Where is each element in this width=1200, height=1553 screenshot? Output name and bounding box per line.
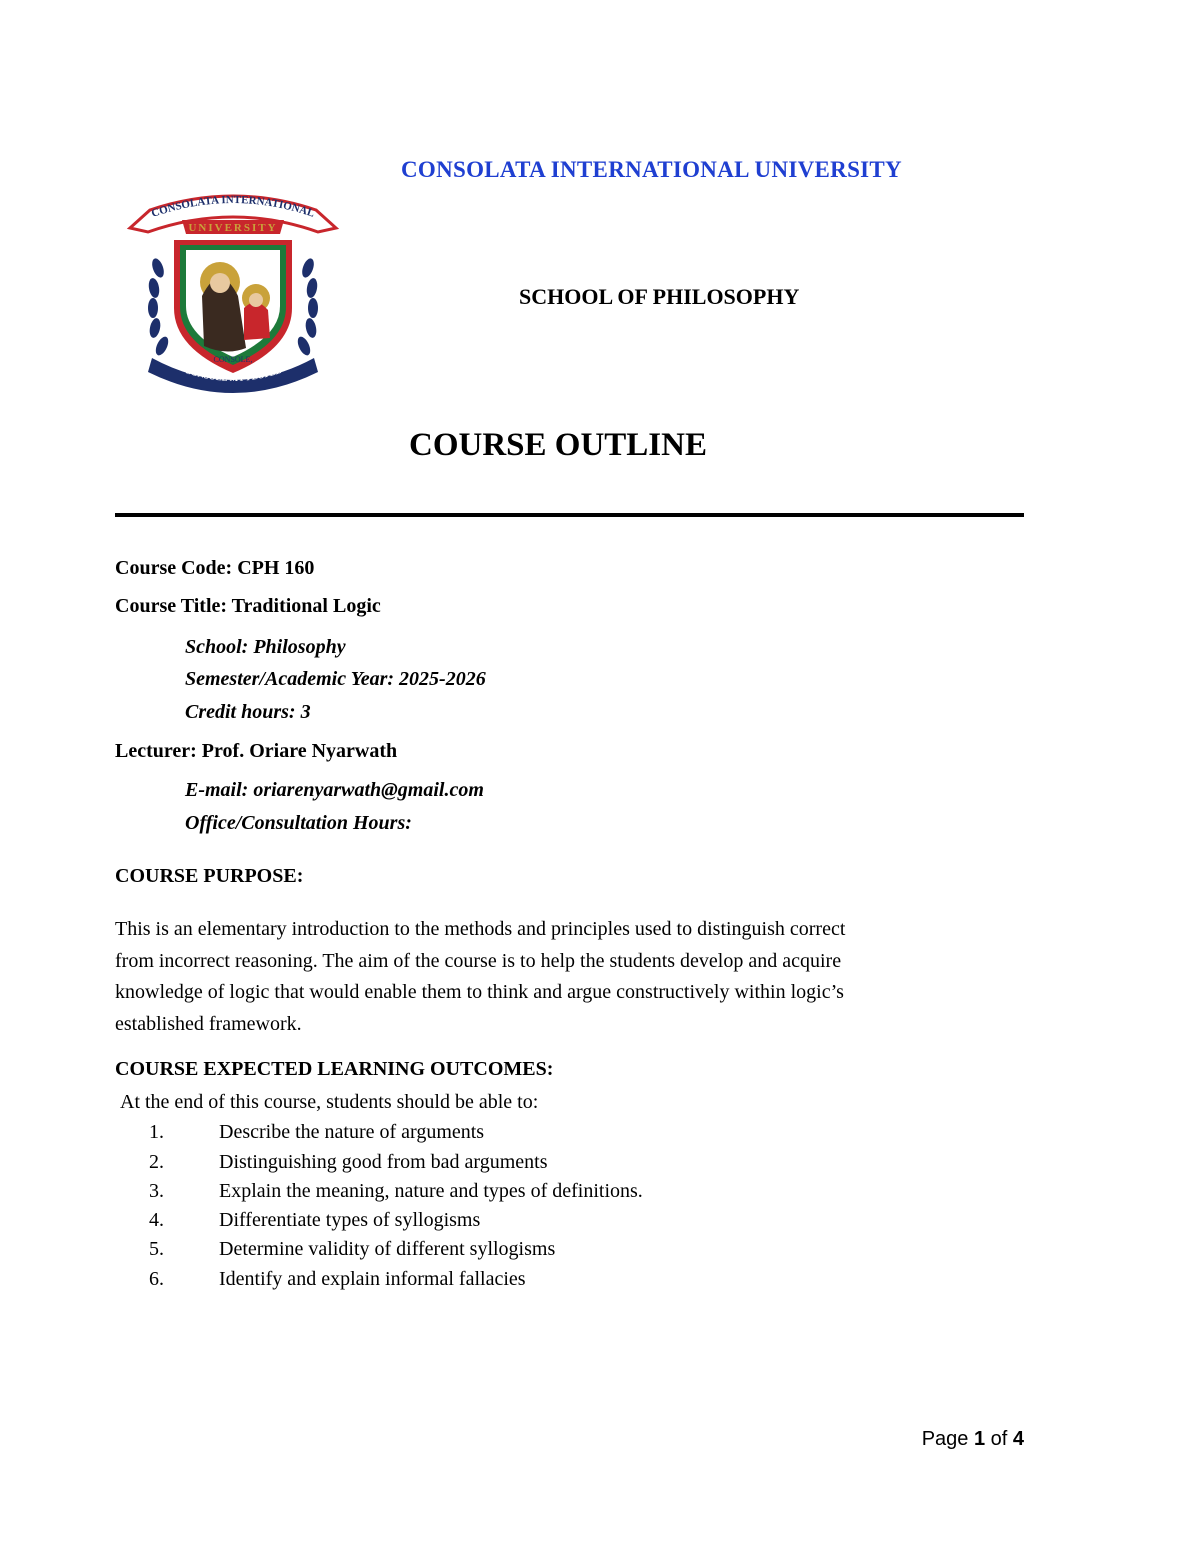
- purpose-line: established framework.: [115, 1012, 302, 1035]
- lecturer-email: E-mail: oriarenyarwath@gmail.com: [185, 779, 484, 801]
- document-title: COURSE OUTLINE: [409, 427, 707, 463]
- purpose-paragraph: [115, 914, 995, 1040]
- purpose-heading: COURSE PURPOSE:: [115, 865, 304, 887]
- title-divider: [115, 513, 1024, 517]
- outcome-number: 4.: [149, 1209, 164, 1231]
- outcome-number: 3.: [149, 1180, 164, 1202]
- outcomes-heading: COURSE EXPECTED LEARNING OUTCOMES:: [115, 1058, 554, 1080]
- course-lecturer: Lecturer: Prof. Oriare Nyarwath: [115, 740, 398, 762]
- outcomes-intro: At the end of this course, students should be able to:: [120, 1091, 539, 1113]
- outcome-item: Describe the nature of arguments: [219, 1121, 485, 1143]
- logo-motto-text: CONSOLE MY PEOPLE: [183, 365, 283, 384]
- course-title: Course Title: Traditional Logic: [115, 595, 381, 617]
- crest-emblem-icon: [122, 188, 344, 400]
- purpose-line: knowledge of logic that would enable them to think and argue constructively within logic’s: [115, 981, 844, 1003]
- outcome-number: 2.: [149, 1151, 164, 1173]
- outcome-item: Distinguishing good from bad arguments: [219, 1151, 548, 1173]
- outcome-number: 6.: [149, 1268, 164, 1290]
- page-number: [922, 1428, 1024, 1451]
- logo-banner-text: CONSOLATA INTERNATIONAL: [149, 193, 317, 220]
- logo-subtitle-text: UNIVERSITY: [188, 222, 278, 234]
- outcome-item: Identify and explain informal fallacies: [219, 1268, 526, 1290]
- total-pages: 4: [1012, 1428, 1024, 1450]
- purpose-line: This is an elementary introduction to the methods and principles used to distinguish correct: [115, 918, 846, 940]
- university-logo: [122, 188, 344, 400]
- outcome-item: Differentiate types of syllogisms: [219, 1209, 481, 1231]
- logo-motto-line1: CONSOLE,: [213, 355, 253, 364]
- school-heading: SCHOOL OF PHILOSOPHY: [519, 284, 800, 309]
- university-name: CONSOLATA INTERNATIONAL UNIVERSITY: [401, 157, 902, 182]
- current-page: 1: [973, 1428, 986, 1450]
- office-hours: Office/Consultation Hours:: [185, 812, 412, 834]
- outcome-item: Determine validity of different syllogisms: [219, 1238, 556, 1260]
- purpose-line: from incorrect reasoning. The aim of the course is to help the students develop and acquire: [115, 949, 842, 972]
- course-school: School: Philosophy: [185, 636, 346, 658]
- of-word: of: [985, 1428, 1013, 1450]
- outcome-number: 1.: [149, 1121, 164, 1143]
- course-code: Course Code: CPH 160: [115, 557, 315, 579]
- course-credit-hours: Credit hours: 3: [185, 701, 311, 723]
- page-word: Page: [921, 1428, 974, 1450]
- outcome-number: 5.: [149, 1238, 164, 1260]
- course-semester: Semester/Academic Year: 2025-2026: [185, 668, 486, 690]
- outcome-item: Explain the meaning, nature and types of definitions.: [219, 1180, 643, 1202]
